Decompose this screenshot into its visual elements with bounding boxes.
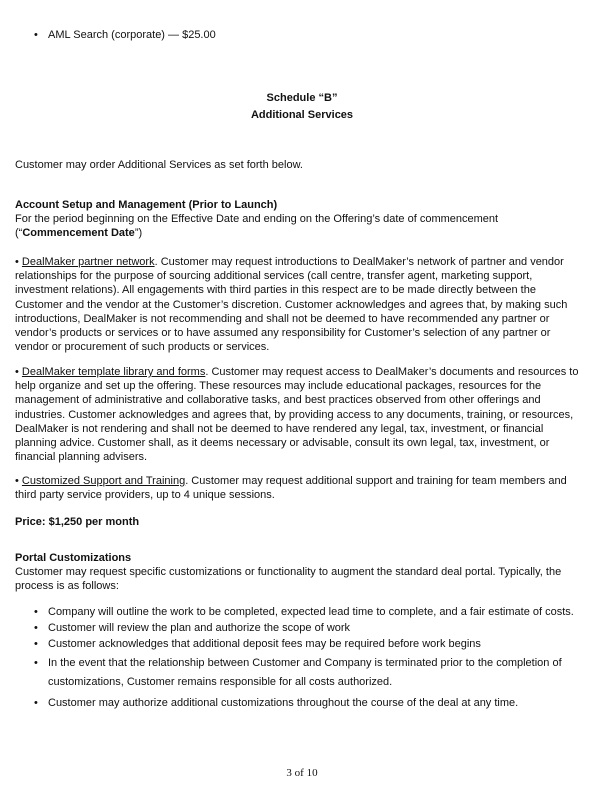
list-item	[34, 637, 580, 651]
price-line: Price: $1,250 per month	[15, 516, 140, 528]
template-library-item	[15, 365, 580, 464]
list-item	[34, 605, 580, 619]
partner-network-item	[15, 255, 580, 354]
step-text: Company will outline the work to be completed, expected lead time to complete, and a fair estimate of costs.	[48, 606, 574, 618]
period-paragraph	[15, 212, 580, 240]
template-library-link[interactable]: DealMaker template library and forms	[21, 366, 206, 378]
commencement-date-term: Commencement Date	[22, 227, 135, 240]
bullet-glyph: •	[34, 606, 38, 618]
step-text: Customer may authorize additional customizations throughout the course of the deal at any time.	[48, 696, 519, 709]
portal-section	[15, 551, 580, 594]
list-item	[34, 654, 580, 692]
bullet-glyph: •	[34, 696, 38, 709]
list-item	[34, 696, 580, 710]
portal-intro: Customer may request specific customizations or functionality to augment the standard deal portal. Typically, the process is as follows:	[15, 566, 562, 593]
aml-search-item	[34, 28, 216, 42]
bullet-glyph: •	[34, 622, 38, 635]
support-training-text: . Customer may request additional support and training for team members and third party service providers, up to 4 unique sessions.	[15, 475, 567, 502]
aml-search-text: AML Search (corporate) — $25.00	[48, 29, 216, 41]
step-text: Customer will review the plan and authorize the scope of work	[48, 622, 351, 635]
bullet-glyph: •	[15, 475, 19, 487]
bullet-glyph: •	[34, 656, 38, 669]
partner-network-text: . Customer may request introductions to DealMaker’s network of partner and vendor relationships for the purpose of sourcing additional services (call centre, transfer agent, marketing support, investment relations). All engagements with third parties in this respect are to be made directly between the Customer and the vendor at the Customer’s discretion. Customer acknowledges and agrees that, by making such introductions, DealMaker is not recommending and shall not be deemed to have recommended any partner or vendor’s products or services or to have assumed any responsibility for Customer’s selection of any partner or vendor or procurement of such products or services.	[15, 256, 568, 354]
portal-steps-list	[34, 605, 580, 712]
partner-network-link[interactable]: DealMaker partner network	[21, 256, 155, 268]
schedule-subtitle: Additional Services	[250, 109, 354, 121]
schedule-heading	[0, 90, 604, 124]
schedule-title: Schedule “B”	[266, 92, 338, 104]
support-training-item	[15, 474, 580, 502]
portal-heading: Portal Customizations	[15, 552, 132, 564]
page-number: 3 of 10	[286, 767, 318, 779]
bullet-glyph: •	[34, 29, 38, 41]
account-setup-section	[15, 198, 580, 241]
bullet-glyph: •	[15, 256, 19, 268]
support-training-link[interactable]: Customized Support and Training	[21, 475, 186, 487]
bullet-glyph: •	[34, 638, 38, 651]
intro-paragraph: Customer may order Additional Services as set forth below.	[15, 159, 303, 171]
bullet-glyph: •	[15, 366, 19, 378]
period-prefix: For the period beginning on the Effective Date and ending on the Offering’s date of commencement (“	[15, 213, 499, 240]
period-suffix: ”)	[134, 227, 143, 240]
step-text: In the event that the relationship between Customer and Company is terminated prior to the completion of customizations, Customer remains responsible for all costs authorized.	[48, 656, 562, 688]
step-text: Customer acknowledges that additional deposit fees may be required before work begins	[48, 638, 481, 651]
account-setup-heading: Account Setup and Management (Prior to Launch)	[15, 199, 278, 211]
list-item	[34, 621, 580, 635]
template-library-text: . Customer may request access to DealMaker’s documents and resources to help organize and set up the offering. These resources may include educational packages, resources for the management of administrative and collaborative tasks, and best practices observed from other offerings and industries. Customer acknowledges and agrees that, by providing access to any documents, training, or resources, DealMaker is not rendering and shall not be deemed to have rendered any legal, tax, investment, or financial planning advice. Customer shall, as it deems necessary or advisable, consult its own legal, tax, investment, or financial planning advisers.	[15, 366, 579, 464]
